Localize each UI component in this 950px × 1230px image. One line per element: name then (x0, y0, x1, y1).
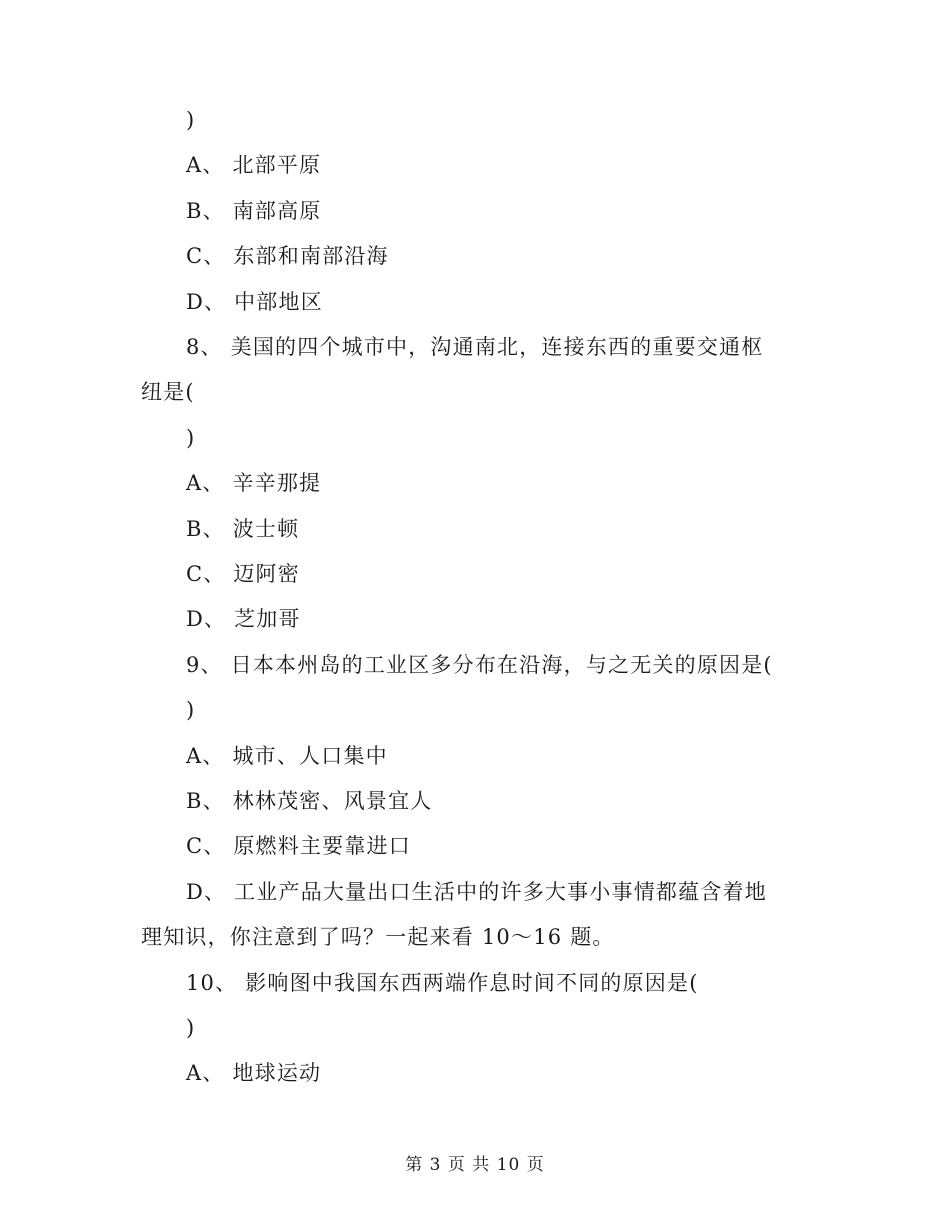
text-line: A、 城市、人口集中 (186, 743, 388, 768)
text-line: D、 芝加哥 (186, 607, 301, 632)
text-line: C、 东部和南部沿海 (186, 244, 389, 269)
text-line: B、 南部高原 (186, 198, 322, 223)
text-line: C、 迈阿密 (186, 562, 300, 586)
text-line: 9、 日本本州岛的工业区多分布在沿海，与之无关的原因是( (186, 652, 773, 677)
text-line: 10、 影响图中我国东西两端作息时间不同的原因是( (186, 970, 699, 995)
text-line: D、 工业产品大量出口生活中的许多大事小事情都蕴含着地 (186, 879, 767, 904)
text-line: B、 波士顿 (186, 516, 300, 541)
page-footer: 第 3 页 共 10 页 (405, 1155, 545, 1175)
text-line: 纽是( (141, 380, 195, 405)
text-line: D、 中部地区 (186, 289, 323, 314)
text-line: A、 辛辛那提 (186, 471, 322, 496)
text-line: 8、 美国的四个城市中，沟通南北，连接东西的重要交通枢 (186, 335, 764, 359)
text-line: A、 地球运动 (186, 1061, 322, 1086)
text-line: ) (186, 425, 196, 450)
text-line: ) (186, 1016, 196, 1040)
text-line: C、 原燃料主要靠进口 (186, 834, 411, 859)
text-line: ) (186, 108, 196, 132)
text-line: ) (186, 698, 196, 723)
text-line: B、 林林茂密、风景宜人 (186, 789, 433, 813)
text-line: 理知识，你注意到了吗？一起来看 10～16 题。 (141, 925, 615, 950)
text-line: A、 北部平原 (186, 153, 322, 178)
